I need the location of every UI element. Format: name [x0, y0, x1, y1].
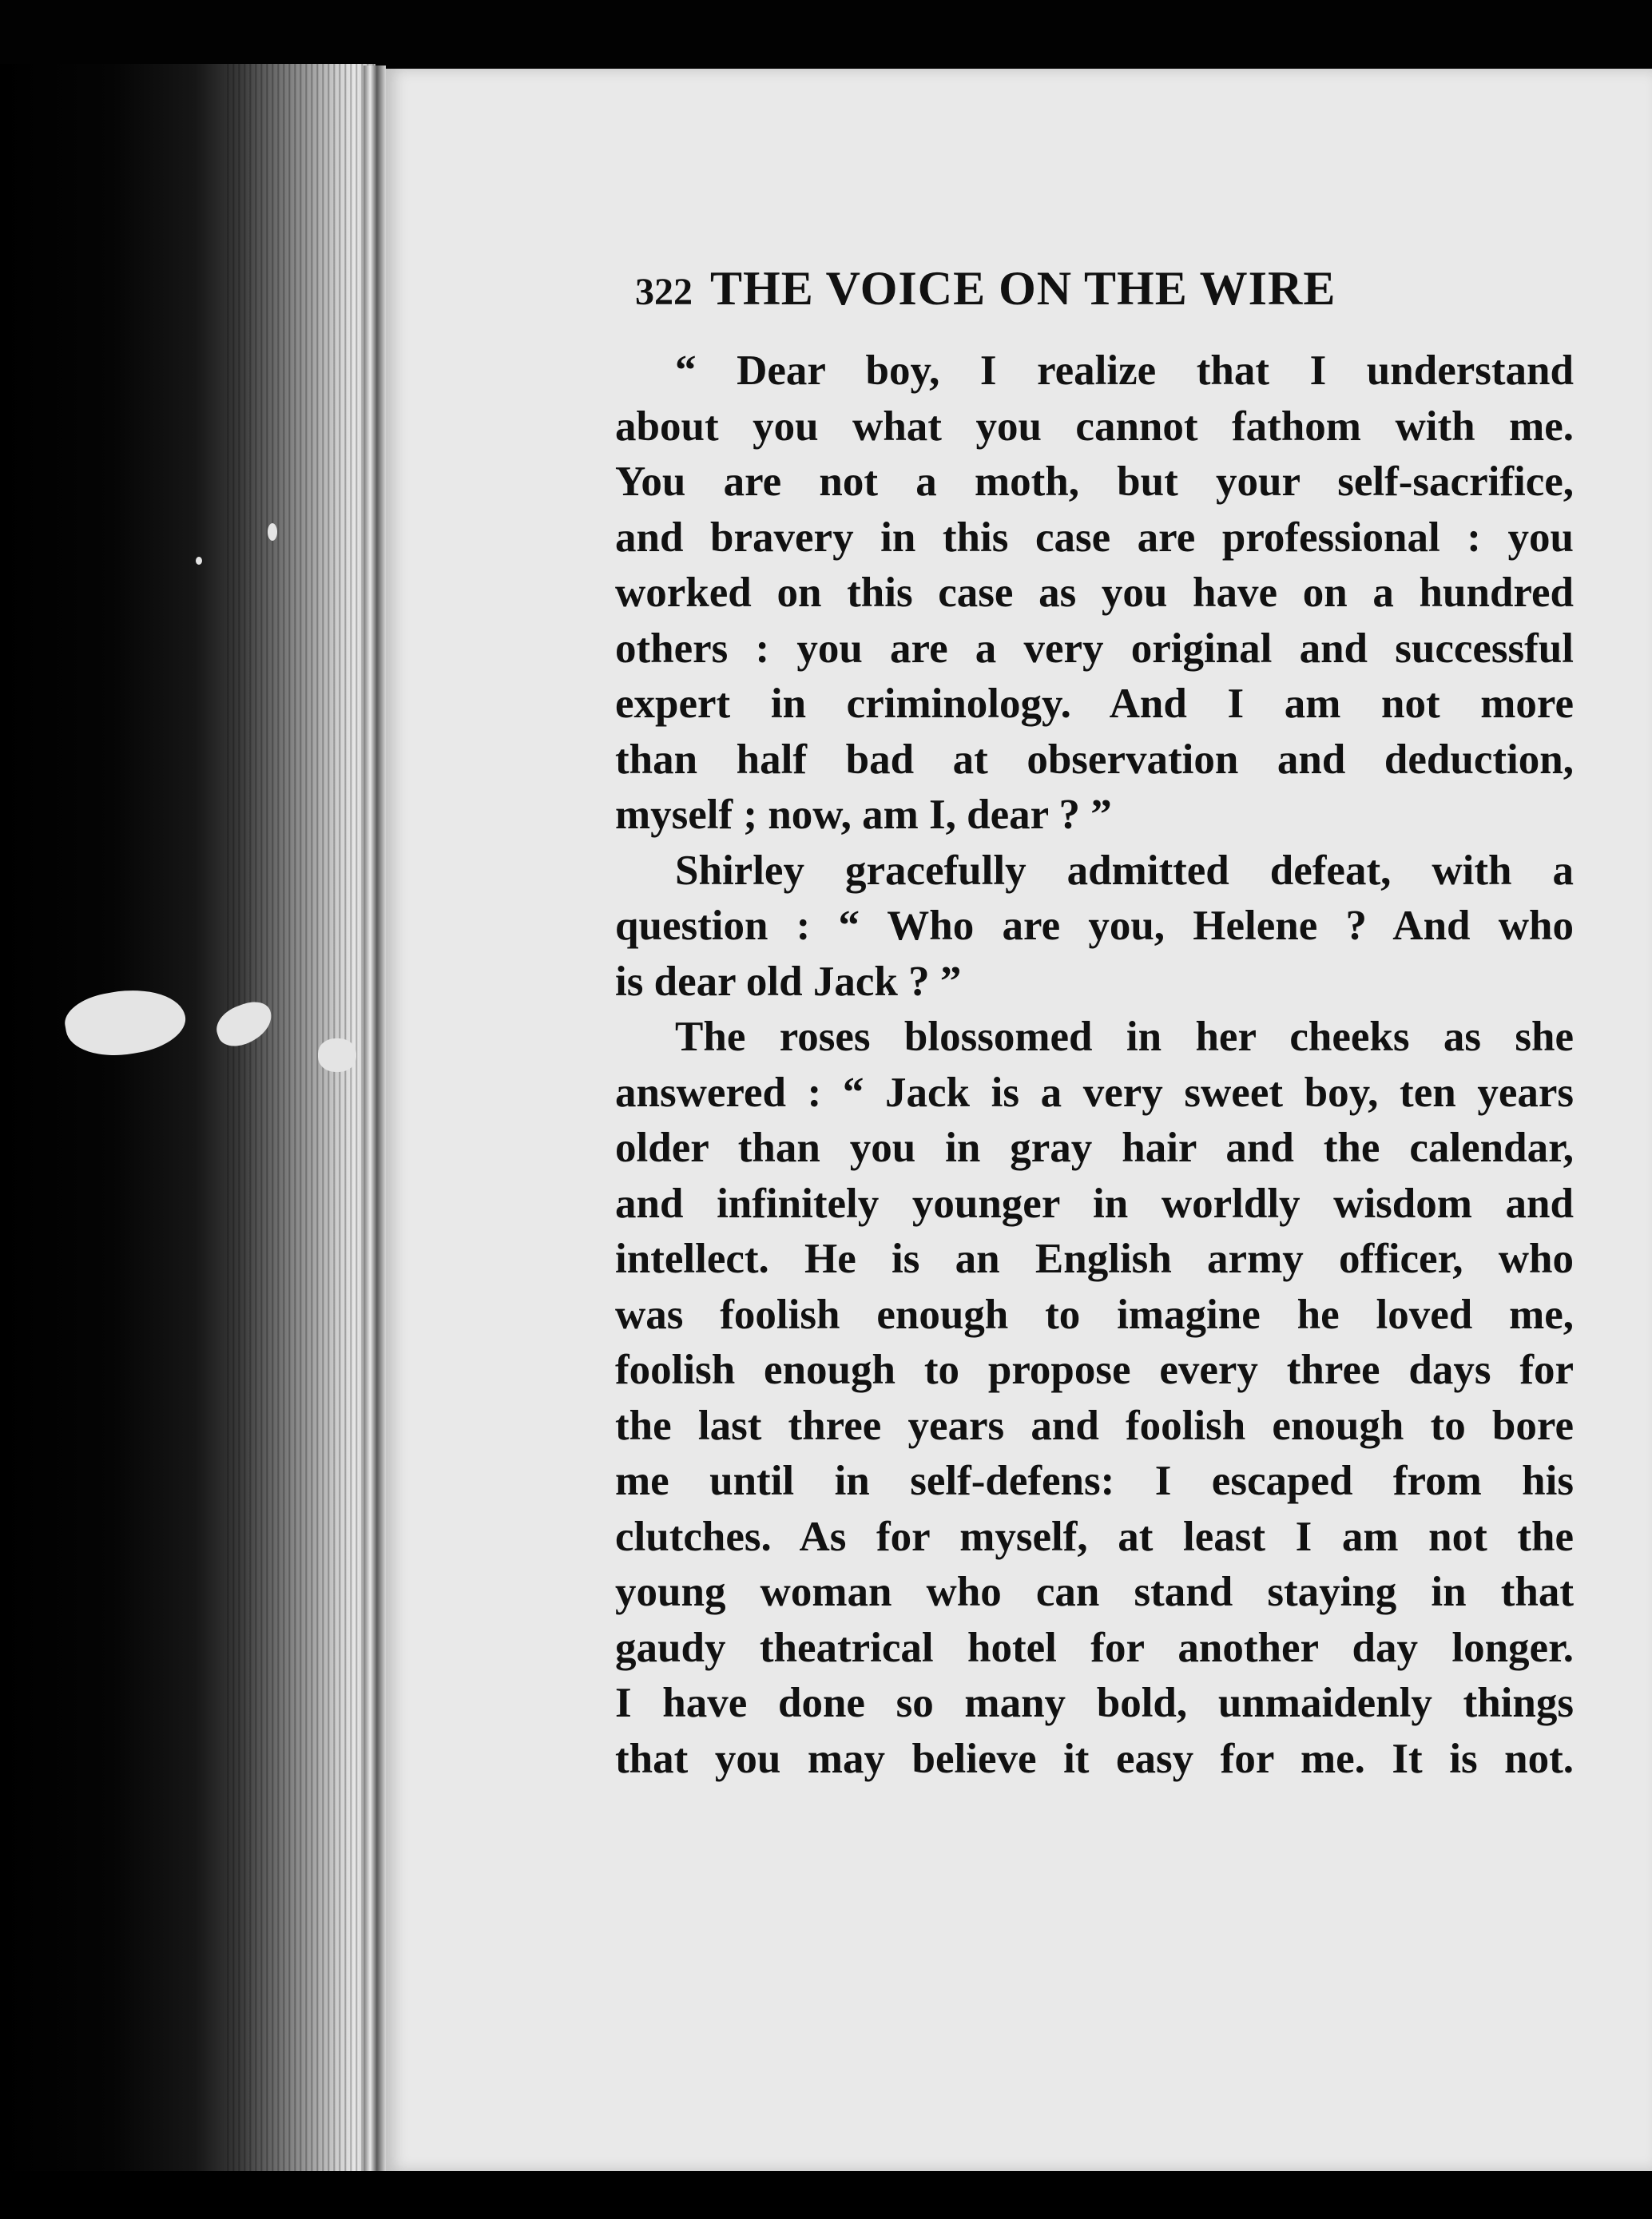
text-line: was foolish enough to imagine he loved me,	[615, 1291, 1574, 1338]
text-line: question : “ Who are you, Helene ? And who	[615, 903, 1574, 949]
text-line: I have done so many bold, unmaidenly things	[615, 1680, 1574, 1726]
text-line: about you what you cannot fathom with me.	[615, 403, 1574, 450]
text-line: myself ; now, am I, dear ? ”	[615, 792, 1112, 838]
scan-bottom-border	[0, 2171, 1652, 2219]
text-line: gaudy theatrical hotel for another day longer.	[615, 1624, 1574, 1671]
text-line: that you may believe it easy for me. It is not.	[615, 1735, 1574, 1782]
page-number: 322	[635, 271, 693, 313]
text-line: others : you are a very original and successful	[615, 625, 1574, 672]
text-line: me until in self-defens: I escaped from his	[615, 1458, 1574, 1504]
text-line: older than you in gray hair and the calendar,	[615, 1125, 1574, 1171]
page-header	[635, 261, 1522, 325]
scan-speck	[318, 1038, 356, 1072]
text-line: You are not a moth, but your self-sacrifice,	[615, 458, 1574, 505]
text-line: is dear old Jack ? ”	[615, 958, 962, 1005]
text-line: worked on this case as you have on a hundred	[615, 570, 1574, 616]
text-line: answered : “ Jack is a very sweet boy, ten years	[615, 1069, 1574, 1116]
running-head: THE VOICE ON THE WIRE	[710, 262, 1336, 315]
scan-speck	[196, 557, 202, 565]
scan-speck	[268, 523, 277, 541]
text-line: than half bad at observation and deduction,	[615, 736, 1574, 783]
text-line: intellect. He is an English army officer, who	[615, 1236, 1574, 1282]
page-body	[615, 343, 1574, 1787]
text-line: foolish enough to propose every three days for	[615, 1347, 1574, 1393]
text-line: “ Dear boy, I realize that I understand	[675, 347, 1574, 394]
text-line: young woman who can stand staying in that	[615, 1569, 1574, 1615]
page-edge	[363, 65, 386, 2174]
text-line: and bravery in this case are professional : you	[615, 514, 1574, 561]
text-line: the last three years and foolish enough to bore	[615, 1402, 1574, 1449]
text-line: Shirley gracefully admitted defeat, with a	[675, 847, 1574, 894]
text-line: expert in criminology. And I am not more	[615, 681, 1574, 727]
text-line: clutches. As for myself, at least I am not the	[615, 1513, 1574, 1560]
text-line: and infinitely younger in worldly wisdom and	[615, 1180, 1574, 1227]
text-line: The roses blossomed in her cheeks as she	[675, 1014, 1574, 1060]
gutter-texture	[224, 64, 375, 2173]
